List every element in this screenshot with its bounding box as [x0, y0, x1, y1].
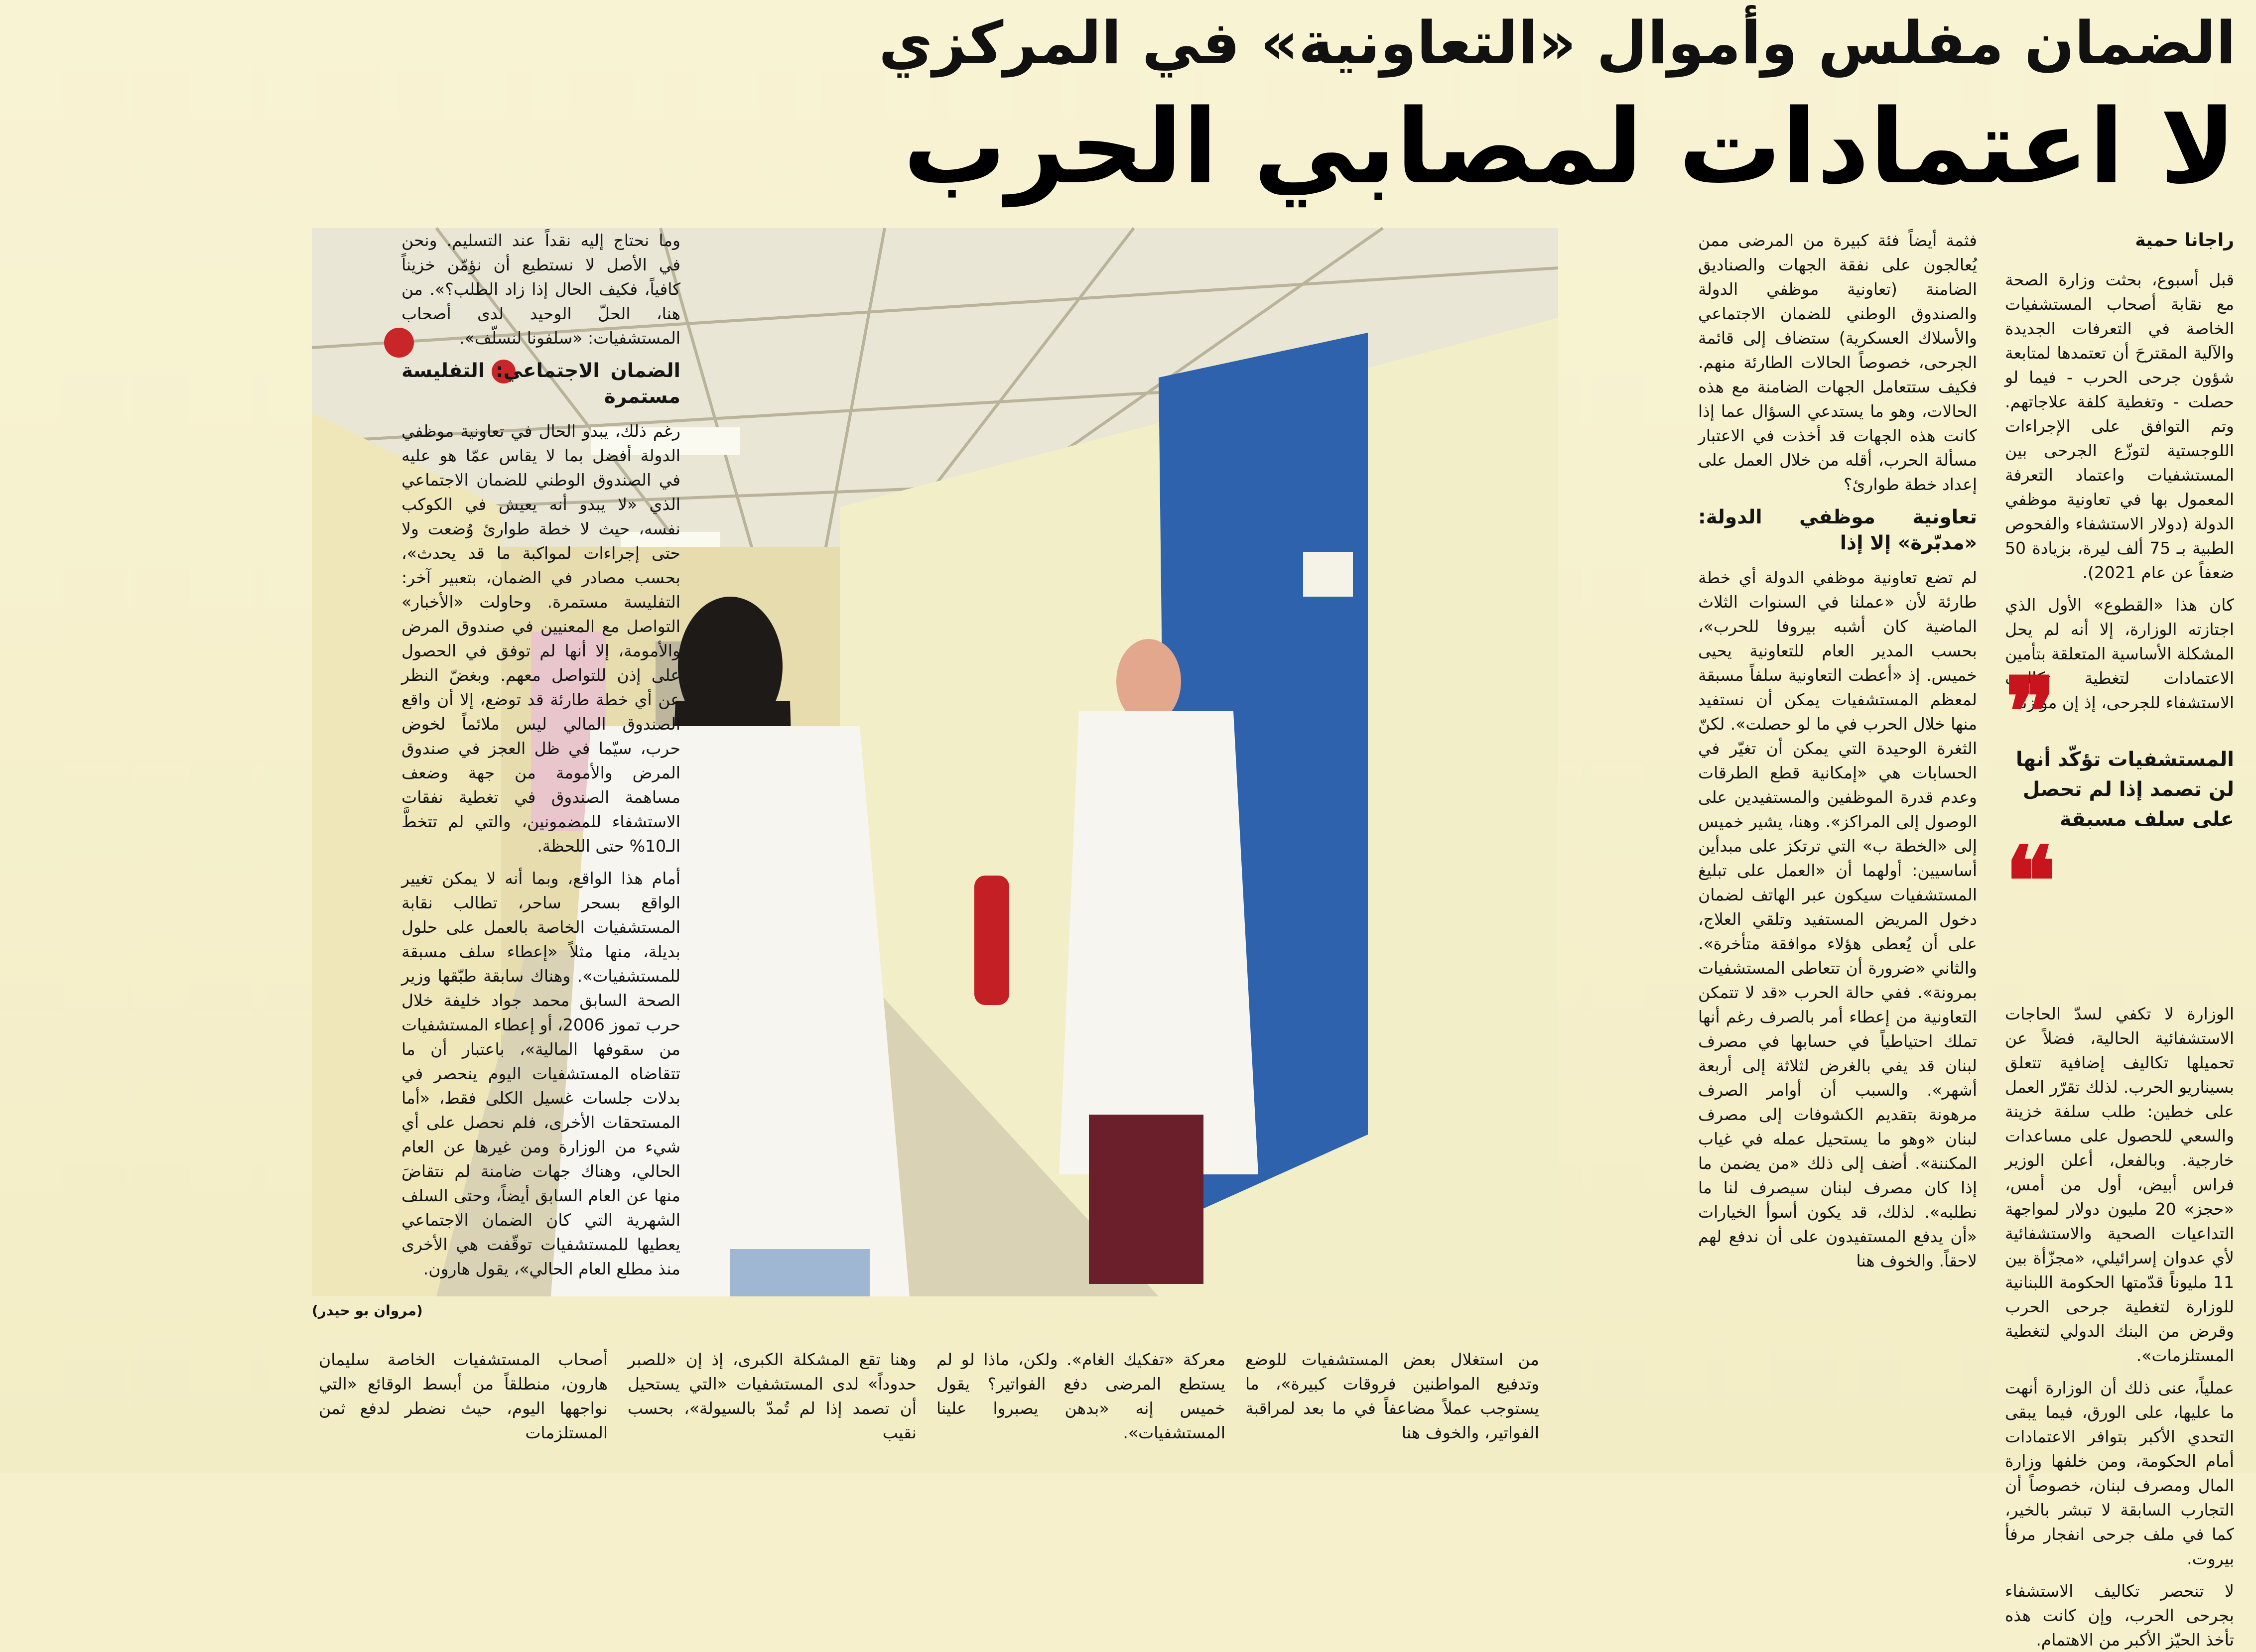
byline: راجانا حمية	[2135, 230, 2234, 251]
bottom-paragraph-2: معركة «تفكيك الغام». ولكن، ماذا لو لم يستطع المرضى دفع الفواتير؟ يقول خميس إنه «بدهن يصبروا علينا المستشفيات».	[936, 1350, 1225, 1442]
main-headline: لا اعتمادات لمصابي الحرب	[903, 87, 2236, 207]
subheading: الضمان الاجتماعي: التفليسة مستمرة	[401, 360, 680, 408]
paragraph: كان هذا «القطوع» الأول الذي اجتازته الوزارة، إلا أنه لم يحل المشكلة الأساسية المتعلقة بتأمين الاعتمادات لتغطية تكاليف الاستشفاء للجرحى، إذ إن موازنة	[2005, 595, 2234, 712]
photo-caption: (مروان بو حيدر)	[312, 1302, 423, 1319]
bottom-paragraph-4: أصحاب المستشفيات الخاصة سليمان هارون، منطلقاً من أبسط الوقائع «التي نواجهها اليوم، حيث نضطر لدفع ثمن المستلزمات	[319, 1350, 608, 1442]
quote-open-icon: ❞	[2005, 656, 2056, 767]
kicker-headline: الضمان مفلس وأموال «التعاونية» في المركزي	[879, 8, 2236, 77]
bottom-paragraph-1: من استغلال بعض المستشفيات للوضع وتدفيع المواطنين فروقات كبيرة»، ما يستوجب عملاً مضاعفاً في ما بعد لمراقبة الفواتير، والخوف هنا	[1245, 1350, 1539, 1442]
paragraph: الوزارة لا تكفي لسدّ الحاجات الاستشفائية الحالية، فضلاً عن تحميلها تكاليف إضافية تتعلق بسيناريو الحرب. لذلك تقرّر العمل على خطين: طلب سلفة خزينة والسعي للحصول على مساعدات خارجية. وبالفعل، أعلن الوزير فراس أبيض، أول من أمس، «حجز» 20 مليون دولار لمواجهة التداعيات الصحية والاستشفائية لأي عدوان إسرائيلي، «مجزّأة بين 11 مليوناً قدّمتها الحكومة اللبنانية للوزارة لتغطية جرحى الحرب وقرض من البنك الدولي لتغطية المستلزمات».	[2005, 1004, 2234, 1365]
bottom-paragraph-3: وهنا تقع المشكلة الكبرى، إذ إن «للصبر حدوداً» لدى المستشفيات «التي يستحيل أن تصمد إذا لم تُمدّ بالسيولة»، بحسب نقيب	[628, 1350, 917, 1442]
paragraph: رغم ذلك، يبدو الحال في تعاونية موظفي الدولة أفضل بما لا يقاس عمّا هو عليه في الصندوق الوطني للضمان الاجتماعي الذي «لا يبدو أنه يعيش في الكوكب نفسه، حيث لا خطة طوارئ وُضعت ولا حتى إجراءات لمواكبة ما قد يحدث»، بحسب مصادر في الضمان، بتعبير آخر: التفليسة مستمرة. وحاولت «الأخبار» التواصل مع المعنيين في صندوق المرض والأمومة، إلا أنها لم توفق في الحصول على إذن للتواصل معهم. وبغضّ النظر عن أي خطة طارئة قد توضع، إلا أن واقع الصندوق المالي ليس ملائماً لخوض حرب، سيّما في ظل العجز في صندوق المرض والأمومة من جهة وضعف مساهمة الصندوق في تغطية نفقات الاستشفاء للمضمونين، والتي لم تتخطَّ الـ10% حتى اللحظة.	[401, 421, 680, 856]
column-middle-right	[1698, 228, 1977, 1334]
paragraph: لم تضع تعاونية موظفي الدولة أي خطة طارئة لأن «عملنا في السنوات الثلاث الماضية كان أشبه بيروفا للحرب»، بحسب المدير العام للتعاونية يحيى خميس. إذ «أعطت التعاونية سلفاً مسبقة لمعظم المستشفيات يمكن أن نستفيد منها خلال الحرب في ما لو حصلت». لكنّ الثغرة الوحيدة التي يمكن أن تغيّر في الحسابات هي «إمكانية قطع الطرقات وعدم قدرة الموظفين والمستفيدين على الوصول إلى المراكز». وهنا، يشير خميس إلى «الخطة ب» التي ترتكز على مبدأين أساسيين: أولهما أن «العمل على تبليغ المستشفيات سيكون عبر الهاتف لضمان دخول المريض المستفيد وتلقي العلاج، على أن يُعطى هؤلاء موافقة متأخرة». والثاني «ضرورة أن تتعاطى المستشفيات بمرونة». ففي حالة الحرب «قد لا تتمكن التعاونية من إعطاء أمر بالصرف رغم أنها تملك احتياطياً في حسابها في مصرف لبنان قد يفي بالغرض لثلاثة إلى أربعة أشهر». والسبب أن أوامر الصرف مرهونة بتقديم الكشوفات إلى مصرف لبنان «وهو ما يستحيل عمله في غياب المكننة». أضف إلى ذلك «من يضمن ما إذا كان مصرف لبنان سيصرف لنا ما نطلبه». لذلك، قد يكون أسوأ الخيارات «أن يدفع المستفيدون على أن ندفع لهم لاحقاً. والخوف هنا	[1698, 568, 1977, 1271]
quote-close-icon: ❝	[2005, 826, 2056, 937]
column-left	[401, 228, 680, 1468]
paragraph: فثمة أيضاً فئة كبيرة من المرضى ممن يُعالجون على نفقة الجهات والصناديق الضامنة (تعاونية موظفي الدولة والصندوق الوطني للضمان الاجتماعي والأسلاك العسكرية) ستضاف إلى قائمة الجرحى، خصوصاً الحالات الطارئة منهم. فكيف ستتعامل الجهات الضامنة مع هذه الحالات، وهو ما يستدعي السؤال عما إذا كانت هذه الجهات قد أخذت في الاعتبار مسألة الحرب، أقله من خلال العمل على إعداد خطة طوارئ؟	[1698, 231, 1977, 494]
paragraph: لا تنحصر تكاليف الاستشفاء بجرحى الحرب، وإن كانت هذه تأخذ الحيّز الأكبر من الاهتمام.	[2005, 1581, 2234, 1650]
paragraph: أمام هذا الواقع، وبما أنه لا يمكن تغيير الواقع بسحر ساحر، تطالب نقابة المستشفيات الخاصة بالعمل على حلول بديلة، منها مثلاً «إعطاء سلف مسبقة للمستشفيات». وهناك سابقة طبّقها وزير الصحة السابق محمد جواد خليفة خلال حرب تموز 2006، أو إعطاء المستشفيات من سقوفها المالية»، باعتبار أن ما تتقاضاه المستشفيات اليوم ينحصر في بدلات جلسات غسيل الكلى فقط، «أما المستحقات الأخرى، فلم نحصل على أي شيء من الوزارة ومن غيرها عن العام الحالي، وهناك جهات ضامنة لم نتقاضَ منها عن العام السابق أيضاً، وحتى السلف الشهرية التي كان الضمان الاجتماعي يعطيها للمستشفيات توقّفت هي الأخرى منذ مطلع العام الحالي»، يقول هارون.	[401, 869, 680, 1278]
paragraph: وما نحتاج إليه نقداً عند التسليم. ونحن في الأصل لا نستطيع أن نؤمّن خزيناً كافياً، فكيف الحال إذا زاد الطلب؟». من هنا، الحلّ الوحيد لدى أصحاب المستشفيات: «سلفونا لنسلّف».	[401, 231, 680, 348]
paragraph: عملياً، عنى ذلك أن الوزارة أنهت ما عليها، على الورق، فيما يبقى التحدي الأكبر بتوافر الاعتمادات أمام الحكومة، ومن خلفها وزارة المال ومصرف لبنان، خصوصاً أن التجارب السابقة لا تبشر بالخير، كما في ملف جرحى انفجار مرفأ بيروت.	[2005, 1378, 2234, 1568]
pull-quote-text: المستشفيات تؤكّد أنها لن تصمد إذا لم تحصل على سلف مسبقة	[2015, 748, 2234, 831]
subheading: تعاونية موظفي الدولة: «مدبّرة» إلا إذا	[1698, 506, 1977, 554]
paragraph: قبل أسبوع، بحثت وزارة الصحة مع نقابة أصحاب المستشفيات الخاصة في التعرفات الجديدة والآلية المقترحَ أن تعتمدها لمتابعة شؤون جرحى الحرب - فيما لو حصلت - وتغطية كلفة علاجاتهم. وتم التوافق على الإجراءات اللوجستية لتوزّع الجرحى بين المستشفيات واعتماد التعرفة المعمول بها في تعاونية موظفي الدولة (دولار الاستشفاء والفحوص الطبية بـ 75 ألف ليرة، بزيادة 50 ضعفاً عن عام 2021).	[2005, 270, 2234, 582]
pull-quote	[2005, 656, 2234, 937]
